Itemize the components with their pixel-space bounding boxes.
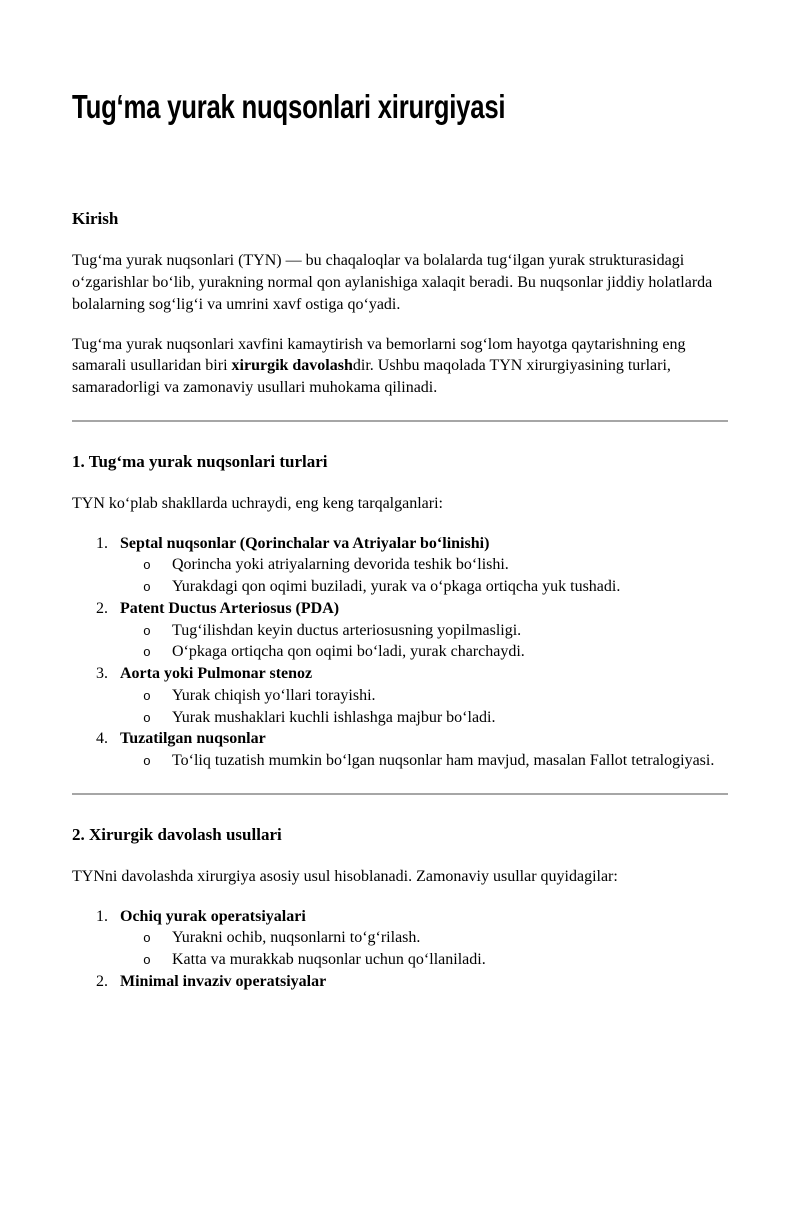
circle-bullet-marker: o [143, 558, 151, 574]
list-item-number: 3. [96, 665, 108, 682]
list-item [72, 971, 728, 993]
circle-bullet-marker: o [143, 645, 151, 661]
sub-bullet-text: Yurak chiqish yoʻllari torayishi. [172, 686, 376, 704]
circle-bullet-marker: o [143, 688, 151, 704]
circle-bullet-marker: o [143, 754, 151, 769]
list-item-title-row [72, 971, 728, 993]
sub-bullet-item [72, 927, 728, 949]
surgery-methods-list [72, 906, 728, 993]
section-1-heading: 1. Tugʻma yurak nuqsonlari turlari [72, 451, 328, 471]
list-item-title-row [72, 533, 728, 555]
circle-bullet-marker: o [143, 953, 151, 968]
circle-bullet-marker: o [143, 580, 151, 595]
sub-bullet-item [72, 707, 728, 729]
list-item [72, 728, 728, 772]
horizontal-divider [72, 420, 728, 422]
document-title [72, 86, 728, 127]
intro-paragraph-2-text: Tugʻma yurak nuqsonlari xavfini kamaytirish va bemorlarni sogʻlom hayotga qaytarishning eng samarali usullaridan biri [72, 335, 686, 375]
sub-bullet-item [72, 750, 728, 772]
sub-bullet-text: Yurakdagi qon oqimi buziladi, yurak va oʻpkaga ortiqcha yuk tushadi. [172, 578, 621, 595]
horizontal-divider [72, 793, 728, 795]
section-2-heading: 2. Xirurgik davolash usullari [72, 824, 282, 844]
list-item-title-row [72, 663, 728, 685]
sub-bullet-item [72, 620, 728, 642]
list-item [72, 598, 728, 663]
list-item-number: 1. [96, 534, 108, 552]
sub-bullet-text: Tugʻilishdan keyin ductus arteriosusning yopilmasligi. [172, 621, 522, 639]
sub-bullet-item [72, 949, 728, 971]
list-item-title: Patent Ductus Arteriosus (PDA) [120, 599, 340, 617]
list-item-title: Ochiq yurak operatsiyalari [120, 907, 306, 925]
document-title-text: Tugʻma yurak nuqsonlari xirurgiyasi [72, 88, 506, 125]
defect-types-list [72, 533, 728, 772]
list-item-number: 2. [96, 972, 108, 990]
list-item-title: Tuzatilgan nuqsonlar [120, 730, 266, 748]
list-item-title-row [72, 906, 728, 928]
section-1-intro: TYN koʻplab shakllarda uchraydi, eng keng tarqalganlari: [72, 494, 443, 512]
bold-emphasis: xirurgik davolash [231, 357, 353, 375]
intro-paragraph-2-tail: dir. Ushbu maqolada TYN xirurgiyasining turlari, samaradorligi va zamonaviy usullari muhokama qilinadi. [72, 357, 671, 396]
document-page [0, 86, 800, 1217]
sub-bullet-item [72, 641, 728, 663]
section-2-intro: TYNni davolashda xirurgiya asosiy usul hisoblanadi. Zamonaviy usullar quyidagilar: [72, 867, 618, 885]
sub-bullet-text: Yurakni ochib, nuqsonlarni toʻgʻrilash. [172, 929, 421, 947]
sub-bullet-item [72, 576, 728, 598]
list-item-number: 1. [96, 907, 108, 925]
circle-bullet-marker: o [143, 931, 151, 947]
list-item [72, 906, 728, 971]
list-item-number: 2. [96, 599, 108, 617]
intro-paragraph-2 [72, 334, 728, 399]
list-item [72, 663, 728, 728]
list-item-title-row [72, 598, 728, 620]
list-item-title: Aorta yoki Pulmonar stenoz [120, 665, 313, 682]
list-item-title: Minimal invaziv operatsiyalar [120, 972, 327, 990]
intro-heading: Kirish [72, 209, 119, 229]
list-item-title: Septal nuqsonlar (Qorinchalar va Atriyalar boʻlinishi) [120, 534, 490, 552]
sub-bullet-text: Yurak mushaklari kuchli ishlashga majbur boʻladi. [172, 708, 496, 726]
intro-paragraph-1: Tugʻma yurak nuqsonlari (TYN) — bu chaqaloqlar va bolalarda tugʻilgan yurak strukturasidagi oʻzgarishlar boʻlib, yurakning normal qon aylanishiga xalaqit beradi. Bu nuqsonlar jiddiy holatlarda bolalarning sogʻligʻi va umrini xavf ostiga qoʻyadi. [72, 252, 713, 313]
list-item-number: 4. [96, 730, 108, 748]
circle-bullet-marker: o [143, 710, 151, 726]
sub-bullet-text: Toʻliq tuzatish mumkin boʻlgan nuqsonlar ham mavjud, masalan Fallot tetralogiyasi. [172, 752, 715, 769]
sub-bullet-text: Katta va murakkab nuqsonlar uchun qoʻllaniladi. [172, 951, 486, 968]
list-item-title-row [72, 728, 728, 750]
sub-bullet-item [72, 685, 728, 707]
sub-bullet-text: Qorincha yoki atriyalarning devorida teshik boʻlishi. [172, 556, 509, 574]
circle-bullet-marker: o [143, 623, 151, 639]
list-item [72, 533, 728, 598]
sub-bullet-item [72, 554, 728, 576]
sub-bullet-text: Oʻpkaga ortiqcha qon oqimi boʻladi, yurak charchaydi. [172, 643, 525, 661]
